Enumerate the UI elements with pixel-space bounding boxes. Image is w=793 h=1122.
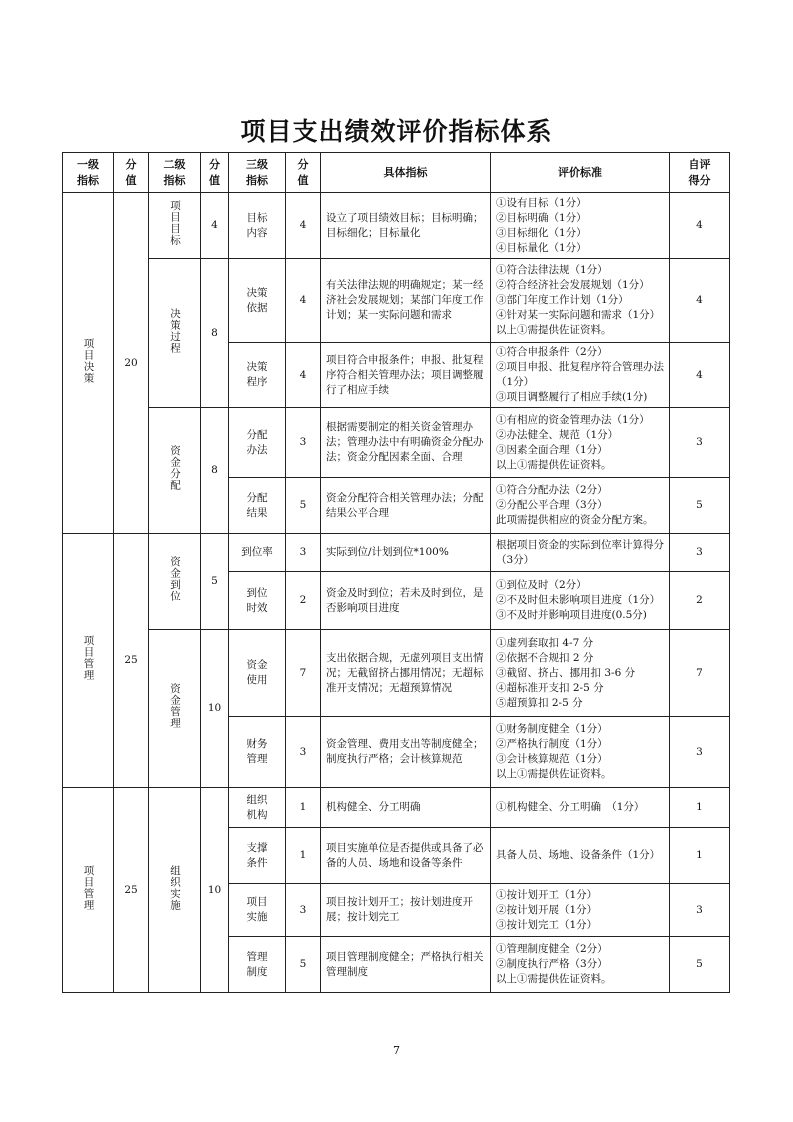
self-score-cell: 3 [670, 408, 730, 478]
standard-cell: ①到位及时（2分） ②不及时但未影响项目进度（1分） ③不及时并影响项目进度(0.5分) [491, 572, 670, 630]
standard-cell: ①设有目标（1分） ②目标明确（1分） ③目标细化（1分） ④目标量化（1分） [491, 193, 670, 259]
detail-cell: 资金及时到位；若未及时到位，是否影响项目进度 [321, 572, 491, 630]
detail-cell: 项目按计划开工；按计划进度开展；按计划完工 [321, 884, 491, 937]
header-level3: 三级 指标 [229, 153, 286, 193]
level3-cell: 决策 依据 [229, 259, 286, 343]
level3-cell: 目标 内容 [229, 193, 286, 259]
header-score2: 分 值 [201, 153, 229, 193]
level1-cell: 项目管理 [63, 788, 114, 993]
level3-score: 2 [286, 572, 321, 630]
header-self-score: 自评 得分 [670, 153, 730, 193]
standard-cell: ①有相应的资金管理办法（1分） ②办法健全、规范（1分） ③因素全面合理（1分） 以上①需提供佐证资料。 [491, 408, 670, 478]
standard-cell: ①虚列套取扣 4-7 分 ②依据不合规扣 2 分 ③截留、挤占、挪用扣 3-6 分 ④超标准开支扣 2-5 分 ⑤超预算扣 2-5 分 [491, 630, 670, 717]
level3-score: 4 [286, 193, 321, 259]
self-score-cell: 1 [670, 828, 730, 884]
level3-score: 4 [286, 343, 321, 408]
detail-cell: 支出依据合规，无虚列项目支出情况；无截留挤占挪用情况；无超标准开支情况；无超预算情况 [321, 630, 491, 717]
standard-cell: ①按计划开工（1分） ②按计划开展（1分） ③按计划完工（1分） [491, 884, 670, 937]
level1-score: 25 [114, 788, 149, 993]
self-score-cell: 5 [670, 478, 730, 534]
table-row [63, 534, 730, 572]
level3-cell: 分配 办法 [229, 408, 286, 478]
level1-cell: 项目管理 [63, 534, 114, 788]
self-score-cell: 4 [670, 259, 730, 343]
level2-cell: 决策过程 [149, 259, 201, 408]
header-detail: 具体指标 [321, 153, 491, 193]
level1-score: 20 [114, 193, 149, 534]
level2-cell: 项目目标 [149, 193, 201, 259]
evaluation-table [62, 152, 730, 993]
level3-score: 3 [286, 408, 321, 478]
level3-score: 1 [286, 828, 321, 884]
detail-cell: 根据需要制定的相关资金管理办法；管理办法中有明确资金分配办法；资金分配因素全面、合理 [321, 408, 491, 478]
level2-score: 8 [201, 259, 229, 408]
header-standard: 评价标准 [491, 153, 670, 193]
level3-cell: 资金 使用 [229, 630, 286, 717]
page-title: 项目支出绩效评价指标体系 [240, 117, 553, 146]
detail-cell: 项目符合申报条件；申报、批复程序符合相关管理办法；项目调整履行了相应手续 [321, 343, 491, 408]
level3-score: 7 [286, 630, 321, 717]
page-number: 7 [393, 1044, 400, 1057]
level3-score: 5 [286, 937, 321, 993]
self-score-cell: 7 [670, 630, 730, 717]
table-row [63, 630, 730, 717]
level3-cell: 支撑 条件 [229, 828, 286, 884]
level2-score: 5 [201, 534, 229, 630]
level2-cell: 组织实施 [149, 788, 201, 993]
level3-score: 5 [286, 478, 321, 534]
level3-score: 3 [286, 717, 321, 788]
self-score-cell: 3 [670, 534, 730, 572]
header-score3: 分 值 [286, 153, 321, 193]
level3-cell: 分配 结果 [229, 478, 286, 534]
standard-cell: ①符合分配办法（2分） ②分配公平合理（3分） 此项需提供相应的资金分配方案。 [491, 478, 670, 534]
table-row [63, 193, 730, 259]
level3-cell: 决策 程序 [229, 343, 286, 408]
standard-cell: ①管理制度健全（2分） ②制度执行严格（3分） 以上①需提供佐证资料。 [491, 937, 670, 993]
self-score-cell: 3 [670, 717, 730, 788]
level2-score: 10 [201, 788, 229, 993]
standard-cell: ①机构健全、分工明确 （1分） [491, 788, 670, 828]
self-score-cell: 1 [670, 788, 730, 828]
level2-cell: 资金到位 [149, 534, 201, 630]
level3-cell: 管理 制度 [229, 937, 286, 993]
standard-cell: ①符合申报条件（2分） ②项目申报、批复程序符合管理办法（1分） ③项目调整履行了相应手续(1分) [491, 343, 670, 408]
detail-cell: 资金分配符合相关管理办法；分配结果公平合理 [321, 478, 491, 534]
self-score-cell: 2 [670, 572, 730, 630]
level1-score: 25 [114, 534, 149, 788]
detail-cell: 有关法律法规的明确规定；某一经济社会发展规划；某部门年度工作计划；某一实际问题和需求 [321, 259, 491, 343]
level2-cell: 资金分配 [149, 408, 201, 534]
standard-cell: ①财务制度健全（1分） ②严格执行制度（1分） ③会计核算规范（1分） 以上①需提供佐证资料。 [491, 717, 670, 788]
level2-score: 8 [201, 408, 229, 534]
header-level1: 一级 指标 [63, 153, 114, 193]
detail-cell: 设立了项目绩效目标；目标明确；目标细化；目标量化 [321, 193, 491, 259]
self-score-cell: 5 [670, 937, 730, 993]
self-score-cell: 4 [670, 193, 730, 259]
level3-cell: 组织 机构 [229, 788, 286, 828]
self-score-cell: 3 [670, 884, 730, 937]
table-row [63, 408, 730, 478]
level3-cell: 到位 时效 [229, 572, 286, 630]
standard-cell: ①符合法律法规（1分） ②符合经济社会发展规划（1分） ③部门年度工作计划（1分） ④针对某一实际问题和需求（1分） 以上①需提供佐证资料。 [491, 259, 670, 343]
level3-score: 1 [286, 788, 321, 828]
table-row [63, 259, 730, 343]
level3-cell: 项目 实施 [229, 884, 286, 937]
standard-cell: 具备人员、场地、设备条件（1分） [491, 828, 670, 884]
header-level2: 二级 指标 [149, 153, 201, 193]
detail-cell: 资金管理、费用支出等制度健全；制度执行严格；会计核算规范 [321, 717, 491, 788]
standard-cell: 根据项目资金的实际到位率计算得分（3分） [491, 534, 670, 572]
level3-cell: 财务 管理 [229, 717, 286, 788]
detail-cell: 项目管理制度健全；严格执行相关管理制度 [321, 937, 491, 993]
self-score-cell: 4 [670, 343, 730, 408]
header-row [63, 153, 730, 193]
header-score1: 分 值 [114, 153, 149, 193]
detail-cell: 实际到位/计划到位*100% [321, 534, 491, 572]
level2-cell: 资金管理 [149, 630, 201, 788]
level3-score: 3 [286, 534, 321, 572]
level3-score: 3 [286, 884, 321, 937]
level2-score: 4 [201, 193, 229, 259]
detail-cell: 机构健全、分工明确 [321, 788, 491, 828]
level3-cell: 到位率 [229, 534, 286, 572]
detail-cell: 项目实施单位是否提供或具备了必备的人员、场地和设备等条件 [321, 828, 491, 884]
level2-score: 10 [201, 630, 229, 788]
level3-score: 4 [286, 259, 321, 343]
table-row [63, 788, 730, 828]
level1-cell: 项目决策 [63, 193, 114, 534]
